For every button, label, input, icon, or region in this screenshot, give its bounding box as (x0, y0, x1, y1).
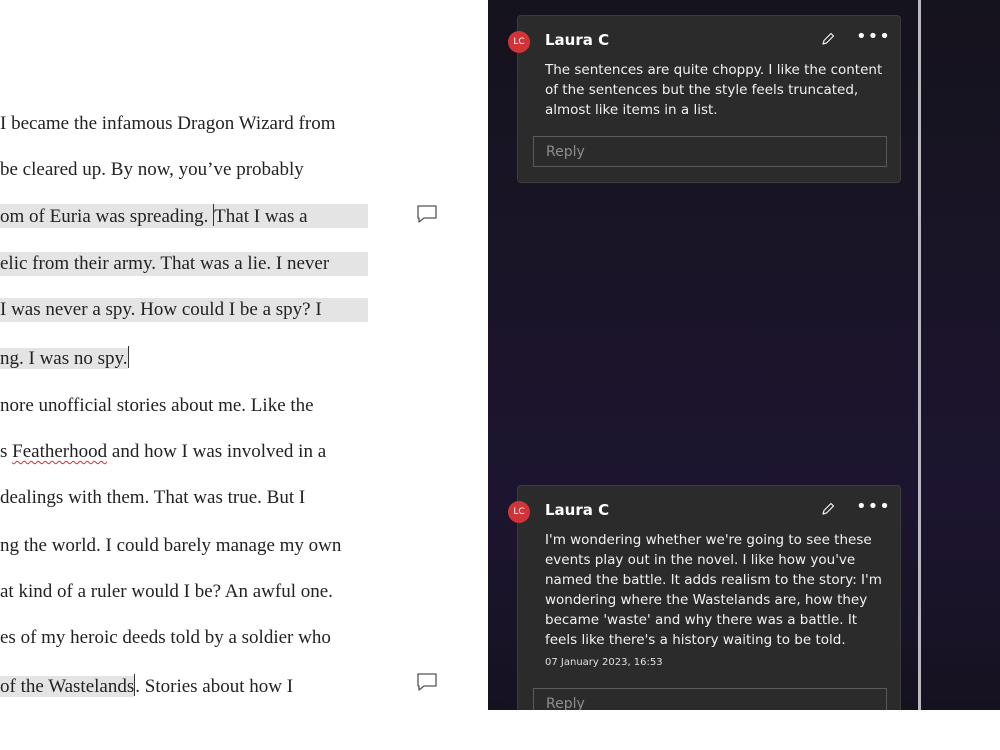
reply-input[interactable] (533, 136, 887, 167)
text-cursor (128, 346, 129, 368)
doc-line[interactable] (0, 346, 129, 371)
highlighted-text: of the Wastelands (0, 676, 135, 697)
more-options-icon[interactable]: ••• (856, 26, 891, 47)
doc-line[interactable] (0, 674, 293, 699)
doc-line[interactable]: elic from their army. That was a lie. I never (0, 253, 330, 274)
comments-pane (488, 0, 1000, 710)
doc-line[interactable]: dealings with them. That was true. But I (0, 487, 306, 508)
reply-input[interactable] (533, 688, 887, 710)
doc-line[interactable]: es of my heroic deeds told by a soldier who (0, 627, 331, 648)
avatar: LC (508, 501, 530, 523)
pencil-icon[interactable] (820, 31, 836, 47)
doc-line[interactable]: at kind of a ruler would I be? An awful one. (0, 581, 333, 602)
doc-line[interactable]: nore unofficial stories about me. Like the (0, 395, 314, 416)
avatar: LC (508, 31, 530, 53)
doc-line[interactable]: be cleared up. By now, you’ve probably (0, 159, 304, 180)
comment-icon[interactable] (416, 204, 438, 224)
comment-timestamp: 07 January 2023, 16:53 (545, 657, 663, 668)
more-options-icon[interactable]: ••• (856, 496, 891, 517)
pane-divider[interactable] (918, 0, 921, 710)
doc-line[interactable] (0, 204, 308, 229)
doc-text: om of Euria was spreading. (0, 206, 214, 227)
doc-line[interactable]: I was never a spy. How could I be a spy? I (0, 299, 322, 320)
pencil-icon[interactable] (820, 501, 836, 517)
doc-text: . Stories about how I (135, 676, 294, 697)
doc-line[interactable]: ng the world. I could barely manage my own (0, 535, 342, 556)
document-page[interactable] (0, 0, 488, 750)
comment-text: The sentences are quite choppy. I like the content of the sentences but the style feels truncated, almost like items in a list. (545, 62, 883, 118)
doc-line[interactable] (0, 440, 326, 464)
doc-text: and how I was involved in a (107, 441, 327, 462)
spelling-error-word[interactable]: Featherhood (12, 441, 108, 462)
comment-author: Laura C (545, 31, 610, 49)
highlighted-text: ng. I was no spy. (0, 348, 128, 369)
comment-card[interactable] (513, 15, 901, 183)
comment-author: Laura C (545, 501, 610, 519)
comment-icon[interactable] (416, 672, 438, 692)
comment-text: I'm wondering whether we're going to see these events play out in the novel. I like how you've named the battle. It adds realism to the story: I'm wondering where the Wastelands are, how they became 'waste' and why there was a battle. It feels like there's a history waiting to be told. (545, 532, 882, 648)
doc-text: s (0, 441, 13, 462)
doc-line[interactable]: I became the infamous Dragon Wizard from (0, 113, 336, 134)
comment-card[interactable] (513, 485, 901, 710)
highlighted-text: That I was a (214, 206, 308, 227)
bottom-strip (488, 710, 1000, 750)
